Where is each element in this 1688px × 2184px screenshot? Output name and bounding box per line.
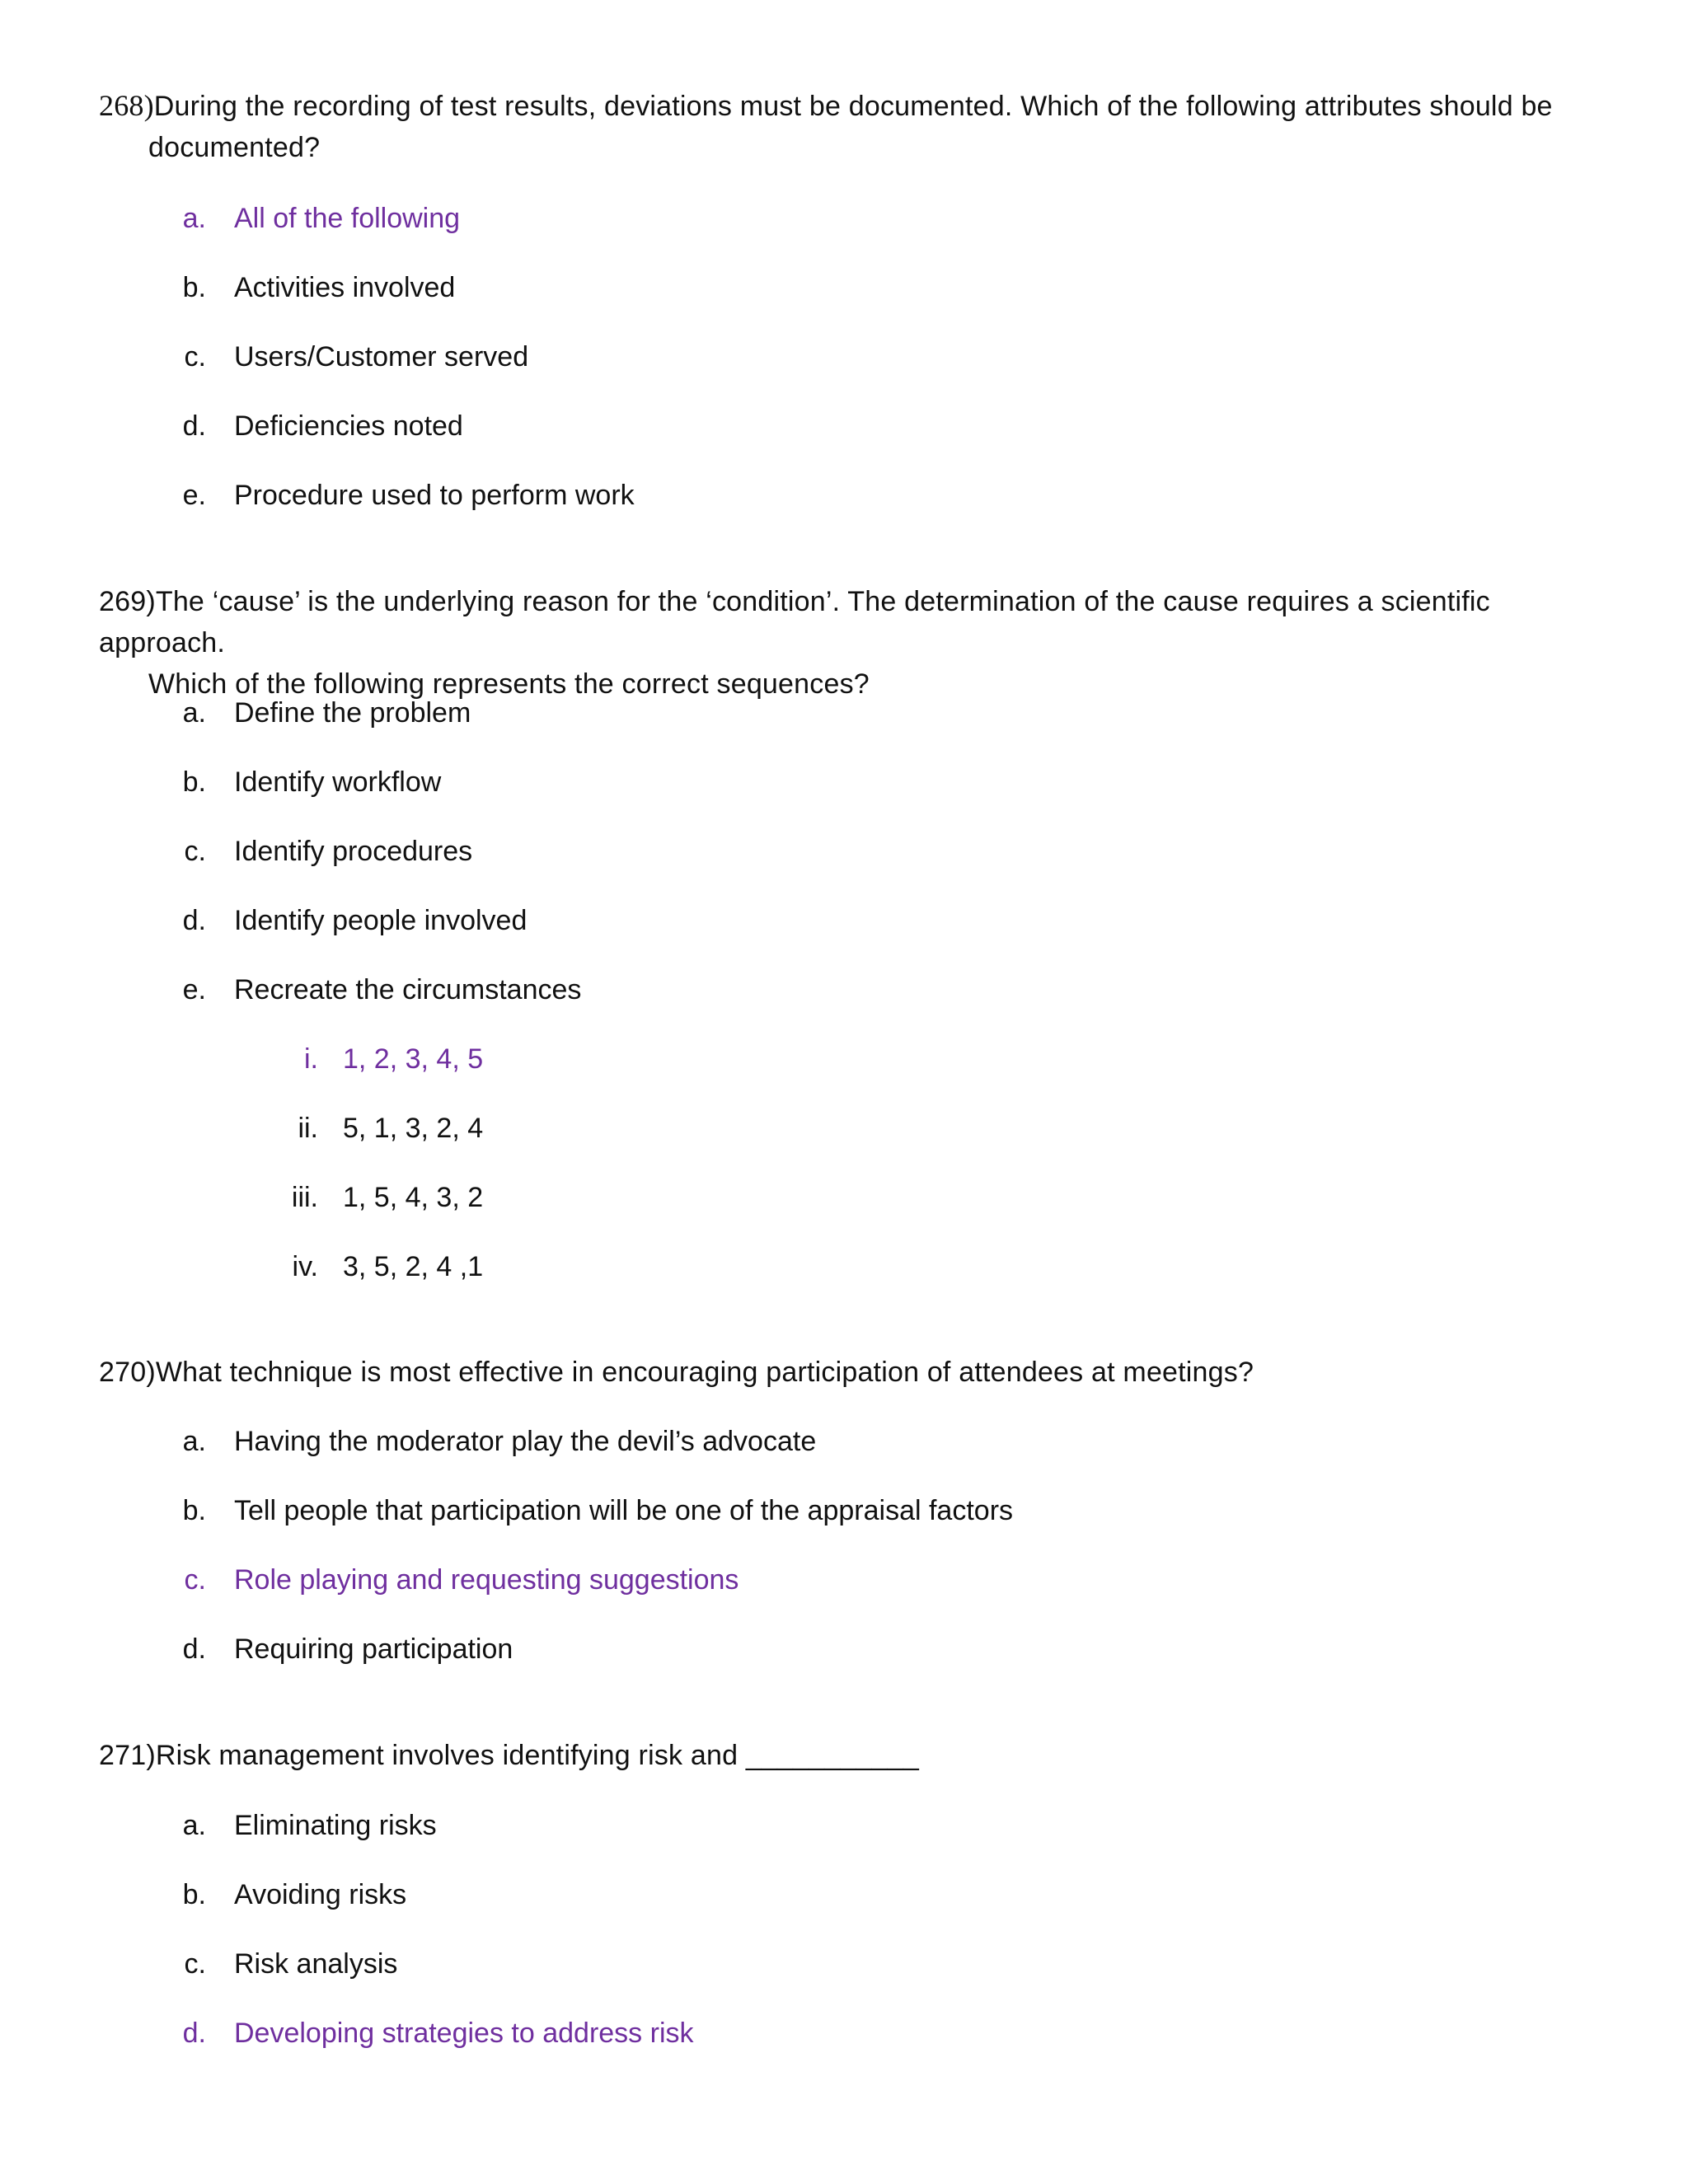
- option-text: 3, 5, 2, 4 ,1: [343, 1251, 484, 1282]
- question-271: [99, 1735, 1607, 1776]
- question-text: During the recording of test results, deviations must be documented. Which of the following attributes should be: [153, 91, 1553, 122]
- answer-option: [184, 336, 529, 377]
- option-letter: e.: [182, 480, 206, 511]
- option-text: All of the following: [234, 203, 461, 234]
- answer-option: [182, 198, 461, 239]
- answer-option: [182, 1490, 1014, 1531]
- question-number: 269): [99, 586, 156, 617]
- option-letter: c.: [184, 1564, 206, 1596]
- option-text: Identify procedures: [234, 836, 473, 867]
- option-text: Identify workflow: [234, 766, 442, 798]
- sequence-option: [304, 1038, 484, 1080]
- question-number: 271): [99, 1740, 156, 1771]
- answer-option: [182, 1874, 407, 1915]
- answer-option: [182, 1805, 437, 1846]
- answer-option: [182, 475, 635, 516]
- answer-option: [182, 1421, 817, 1462]
- option-letter: a.: [182, 697, 206, 729]
- question-text-continued: documented?: [148, 132, 321, 163]
- option-text: Avoiding risks: [234, 1879, 407, 1910]
- option-text: Activities involved: [234, 272, 456, 303]
- question-269: [99, 581, 1607, 705]
- question-268: [99, 85, 1607, 168]
- option-numeral: ii.: [298, 1113, 318, 1144]
- option-text: 5, 1, 3, 2, 4: [343, 1113, 484, 1144]
- option-letter: a.: [182, 203, 206, 234]
- option-text: 1, 5, 4, 3, 2: [343, 1182, 484, 1213]
- question-number: 270): [99, 1357, 156, 1388]
- question-number: 268): [99, 89, 154, 122]
- option-text: Users/Customer served: [234, 341, 529, 373]
- answer-option: [182, 900, 528, 941]
- question-text: Risk management involves identifying risk and ___________: [155, 1740, 920, 1771]
- question-text: The ‘cause’ is the underlying reason for the ‘condition’. The determination of the cause requires a scientific approach.: [99, 586, 1490, 658]
- option-letter: d.: [182, 410, 206, 442]
- answer-option: [182, 267, 456, 308]
- question-text-continued: Which of the following represents the correct sequences?: [148, 668, 870, 700]
- option-letter: c.: [184, 836, 206, 867]
- option-letter: b.: [182, 1879, 206, 1910]
- option-letter: d.: [182, 2018, 206, 2049]
- answer-option: [182, 692, 471, 733]
- option-numeral: i.: [304, 1043, 318, 1075]
- option-text: Procedure used to perform work: [234, 480, 635, 511]
- option-text: Deficiencies noted: [234, 410, 463, 442]
- option-letter: b.: [182, 272, 206, 303]
- answer-option: [184, 831, 473, 872]
- answer-option: [182, 405, 463, 447]
- option-text: Define the problem: [234, 697, 471, 729]
- question-text: What technique is most effective in encouraging participation of attendees at meetings?: [155, 1357, 1254, 1388]
- option-text: Requiring participation: [234, 1633, 513, 1665]
- option-letter: c.: [184, 1948, 206, 1980]
- option-letter: b.: [182, 1495, 206, 1526]
- question-270: [99, 1352, 1607, 1393]
- option-text: Developing strategies to address risk: [234, 2018, 694, 2049]
- option-letter: d.: [182, 905, 206, 936]
- option-numeral: iv.: [292, 1251, 318, 1282]
- option-text: Role playing and requesting suggestions: [234, 1564, 739, 1596]
- option-letter: a.: [182, 1426, 206, 1457]
- option-text: Recreate the circumstances: [234, 974, 582, 1005]
- answer-option: [182, 2013, 694, 2054]
- option-letter: c.: [184, 341, 206, 373]
- option-text: Having the moderator play the devil’s advocate: [234, 1426, 817, 1457]
- sequence-option: [298, 1108, 484, 1149]
- answer-option: [182, 1629, 513, 1670]
- answer-option: [182, 762, 442, 803]
- option-text: Eliminating risks: [234, 1810, 437, 1841]
- option-text: 1, 2, 3, 4, 5: [343, 1043, 484, 1075]
- answer-option: [184, 1559, 739, 1601]
- option-letter: b.: [182, 766, 206, 798]
- option-numeral: iii.: [291, 1182, 318, 1213]
- option-letter: d.: [182, 1633, 206, 1665]
- option-letter: a.: [182, 1810, 206, 1841]
- option-text: Identify people involved: [234, 905, 528, 936]
- option-letter: e.: [182, 974, 206, 1005]
- answer-option: [184, 1943, 398, 1985]
- sequence-option: [292, 1246, 484, 1287]
- option-text: Tell people that participation will be one of the appraisal factors: [234, 1495, 1014, 1526]
- option-text: Risk analysis: [234, 1948, 398, 1980]
- answer-option: [182, 969, 582, 1010]
- sequence-option: [291, 1177, 484, 1218]
